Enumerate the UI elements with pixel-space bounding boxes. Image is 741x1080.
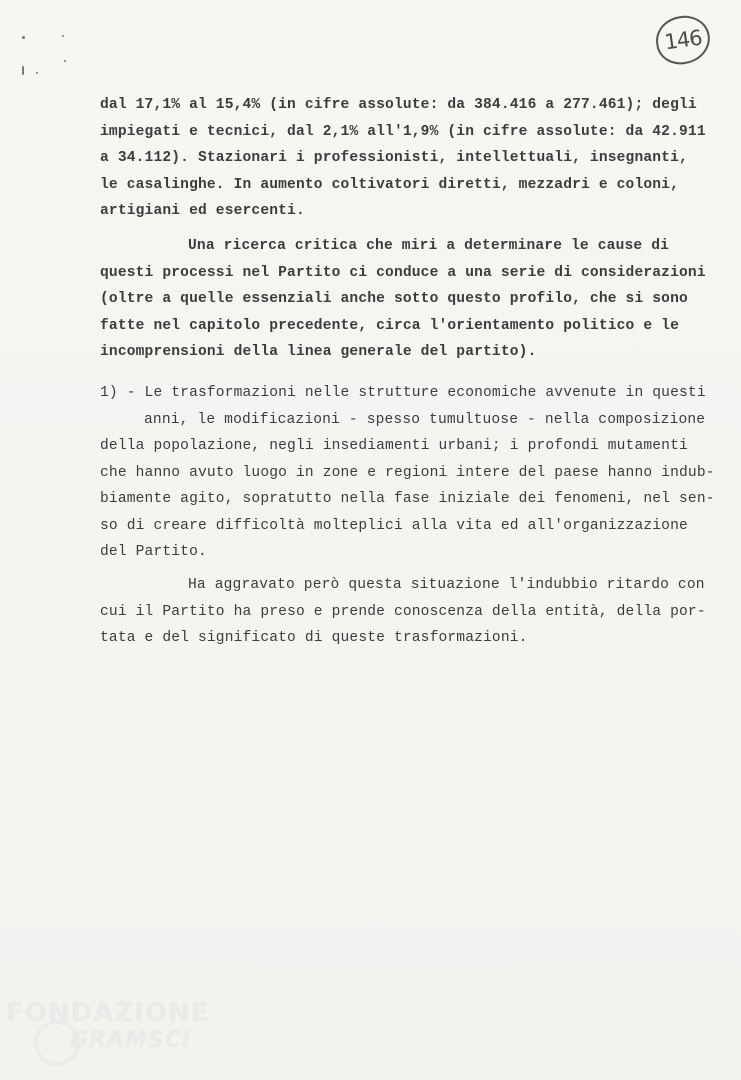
paragraph-3 [100,380,715,566]
text-line: impiegati e tecnici, dal 2,1% all'1,9% (in cifre assolute: da 42.911 [100,123,706,140]
text-line: fatte nel capitolo precedente, circa l'orientamento politico e le [100,317,679,334]
text-line: (oltre a quelle essenziali anche sotto questo profilo, che si sono [100,291,688,307]
watermark-logo [0,998,210,1078]
text-line: le casalinghe. In aumento coltivatori diretti, mezzadri e coloni, [100,176,679,193]
scan-speck [36,72,38,74]
handwritten-page-number [653,12,713,67]
text-line: della popolazione, negli insediamenti urbani; i profondi mutamenti [100,438,688,454]
text-line: del Partito. [100,544,207,560]
text-line: che hanno avuto luogo in zone e regioni intere del paese hanno indub- [100,464,715,481]
text-line: questi processi nel Partito ci conduce a una serie di considerazioni [100,264,706,281]
text-line: biamente agito, sopratutto nella fase iniziale dei fenomeni, nel sen- [100,491,715,507]
watermark-text: GRAMSCI [70,1028,192,1053]
text-line: cui il Partito ha preso e prende conoscenza della entità, della por- [100,603,706,620]
text-line: Una ricerca critica che miri a determinare le cause di [188,238,670,254]
page-number-text: 146 [662,25,704,55]
paragraph-1 [100,92,710,225]
text-line: tata e del significato di queste trasformazioni. [100,630,528,646]
scan-speck [22,36,25,39]
text-line: dal 17,1% al 15,4% (in cifre assolute: da 384.416 a 277.461); degli [100,97,697,113]
text-line: anni, le modificazioni - spesso tumultuose - nella composizione [144,411,706,428]
text-line: artigiani ed esercenti. [100,203,305,219]
text-line: so di creare difficoltà molteplici alla vita ed all'organizzazione [100,517,688,534]
scan-speck [64,60,66,62]
text-line: a 34.112). Stazionari i professionisti, intellettuali, insegnanti, [100,150,688,166]
text-line: Ha aggravato però questa situazione l'indubbio ritardo con [188,577,705,593]
scan-speck [22,66,24,75]
watermark-text: FONDAZIONE [6,998,210,1028]
text-line: 1) - Le trasformazioni nelle strutture economiche avvenute in questi [100,385,706,401]
paragraph-2 [100,233,710,366]
scan-speck [62,35,64,37]
paragraph-4 [100,572,710,652]
text-line: incomprensioni della linea generale del partito). [100,344,537,360]
